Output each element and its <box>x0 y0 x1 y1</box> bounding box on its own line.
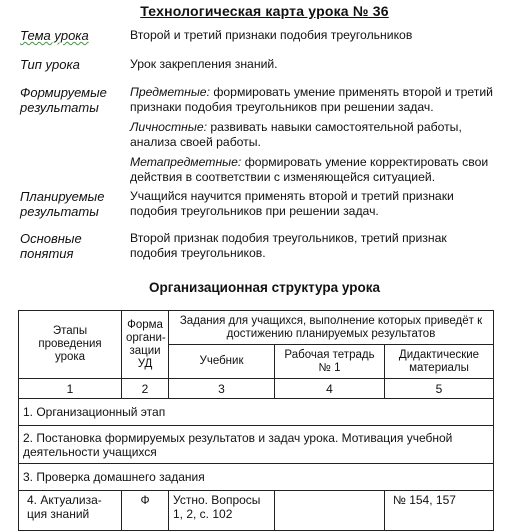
planned-results-value: Учащийся научится применять второй и третий признаки подобия треугольников при решении задач. <box>130 189 454 218</box>
topic-label: Тема урока <box>20 28 89 43</box>
stage-didactic-task: № 154, 157 <box>385 491 494 531</box>
stage-goals-motivation: 2. Постановка формируемых результатов и задач урока. Мотивация учебной деятельности учащихся <box>19 426 494 464</box>
header-form: Форма органи-зации УД <box>122 311 169 379</box>
stage-organizational: 1. Организационный этап <box>19 399 494 426</box>
concepts-label: Основные понятия <box>20 231 82 261</box>
results-value <box>130 85 496 190</box>
structure-title: Организационная структура урока <box>149 280 380 295</box>
lesson-type-value: Урок закрепления знаний. <box>130 57 278 71</box>
header-textbook: Учебник <box>169 345 275 379</box>
document-title: Технологическая карта урока № 36 <box>140 3 389 19</box>
header-stages: Этапы проведения урока <box>19 311 122 379</box>
table-row <box>19 491 494 531</box>
header-tasks: Задания для учащихся, выполнение которых приведёт к достижению планируемых результатов <box>169 311 494 345</box>
stage-form: Ф <box>122 491 169 531</box>
column-number: 4 <box>275 379 385 399</box>
column-number: 3 <box>169 379 275 399</box>
planned-results-label: Планируемые результаты <box>20 189 105 219</box>
subject-results: Предметные: формировать умение применять второй и третий признаки подобия треугольников при решении задач. <box>130 85 493 114</box>
column-number: 1 <box>19 379 122 399</box>
stage-workbook-task <box>275 491 385 531</box>
results-label: Формируемые результаты <box>20 85 107 115</box>
column-number-row <box>19 379 494 399</box>
table-row <box>19 464 494 491</box>
lesson-type-label: Тип урока <box>20 57 80 72</box>
topic-value: Второй и третий признаки подобия треугольников <box>130 28 413 42</box>
header-didactic: Дидактические материалы <box>385 345 494 379</box>
table-header-row <box>19 311 494 345</box>
stage-actualization: 4. Актуализа-ция знаний <box>19 491 122 531</box>
table-row <box>19 426 494 464</box>
header-workbook: Рабочая тетрадь № 1 <box>275 345 385 379</box>
column-number: 5 <box>385 379 494 399</box>
personal-results: Личностные: развивать навыки самостоятельной работы, анализа своей работы. <box>130 120 462 149</box>
stage-homework-check: 3. Проверка домашнего задания <box>19 464 494 491</box>
table-row <box>19 399 494 426</box>
structure-table <box>18 310 494 531</box>
column-number: 2 <box>122 379 169 399</box>
stage-textbook-task: Устно. Вопросы 1, 2, с. 102 <box>169 491 275 531</box>
meta-results: Метапредметные: формировать умение корректировать свои действия в соответствии с изменяющейся ситуацией. <box>130 155 489 184</box>
concepts-value: Второй признак подобия треугольников, третий признак подобия треугольников. <box>130 231 447 260</box>
